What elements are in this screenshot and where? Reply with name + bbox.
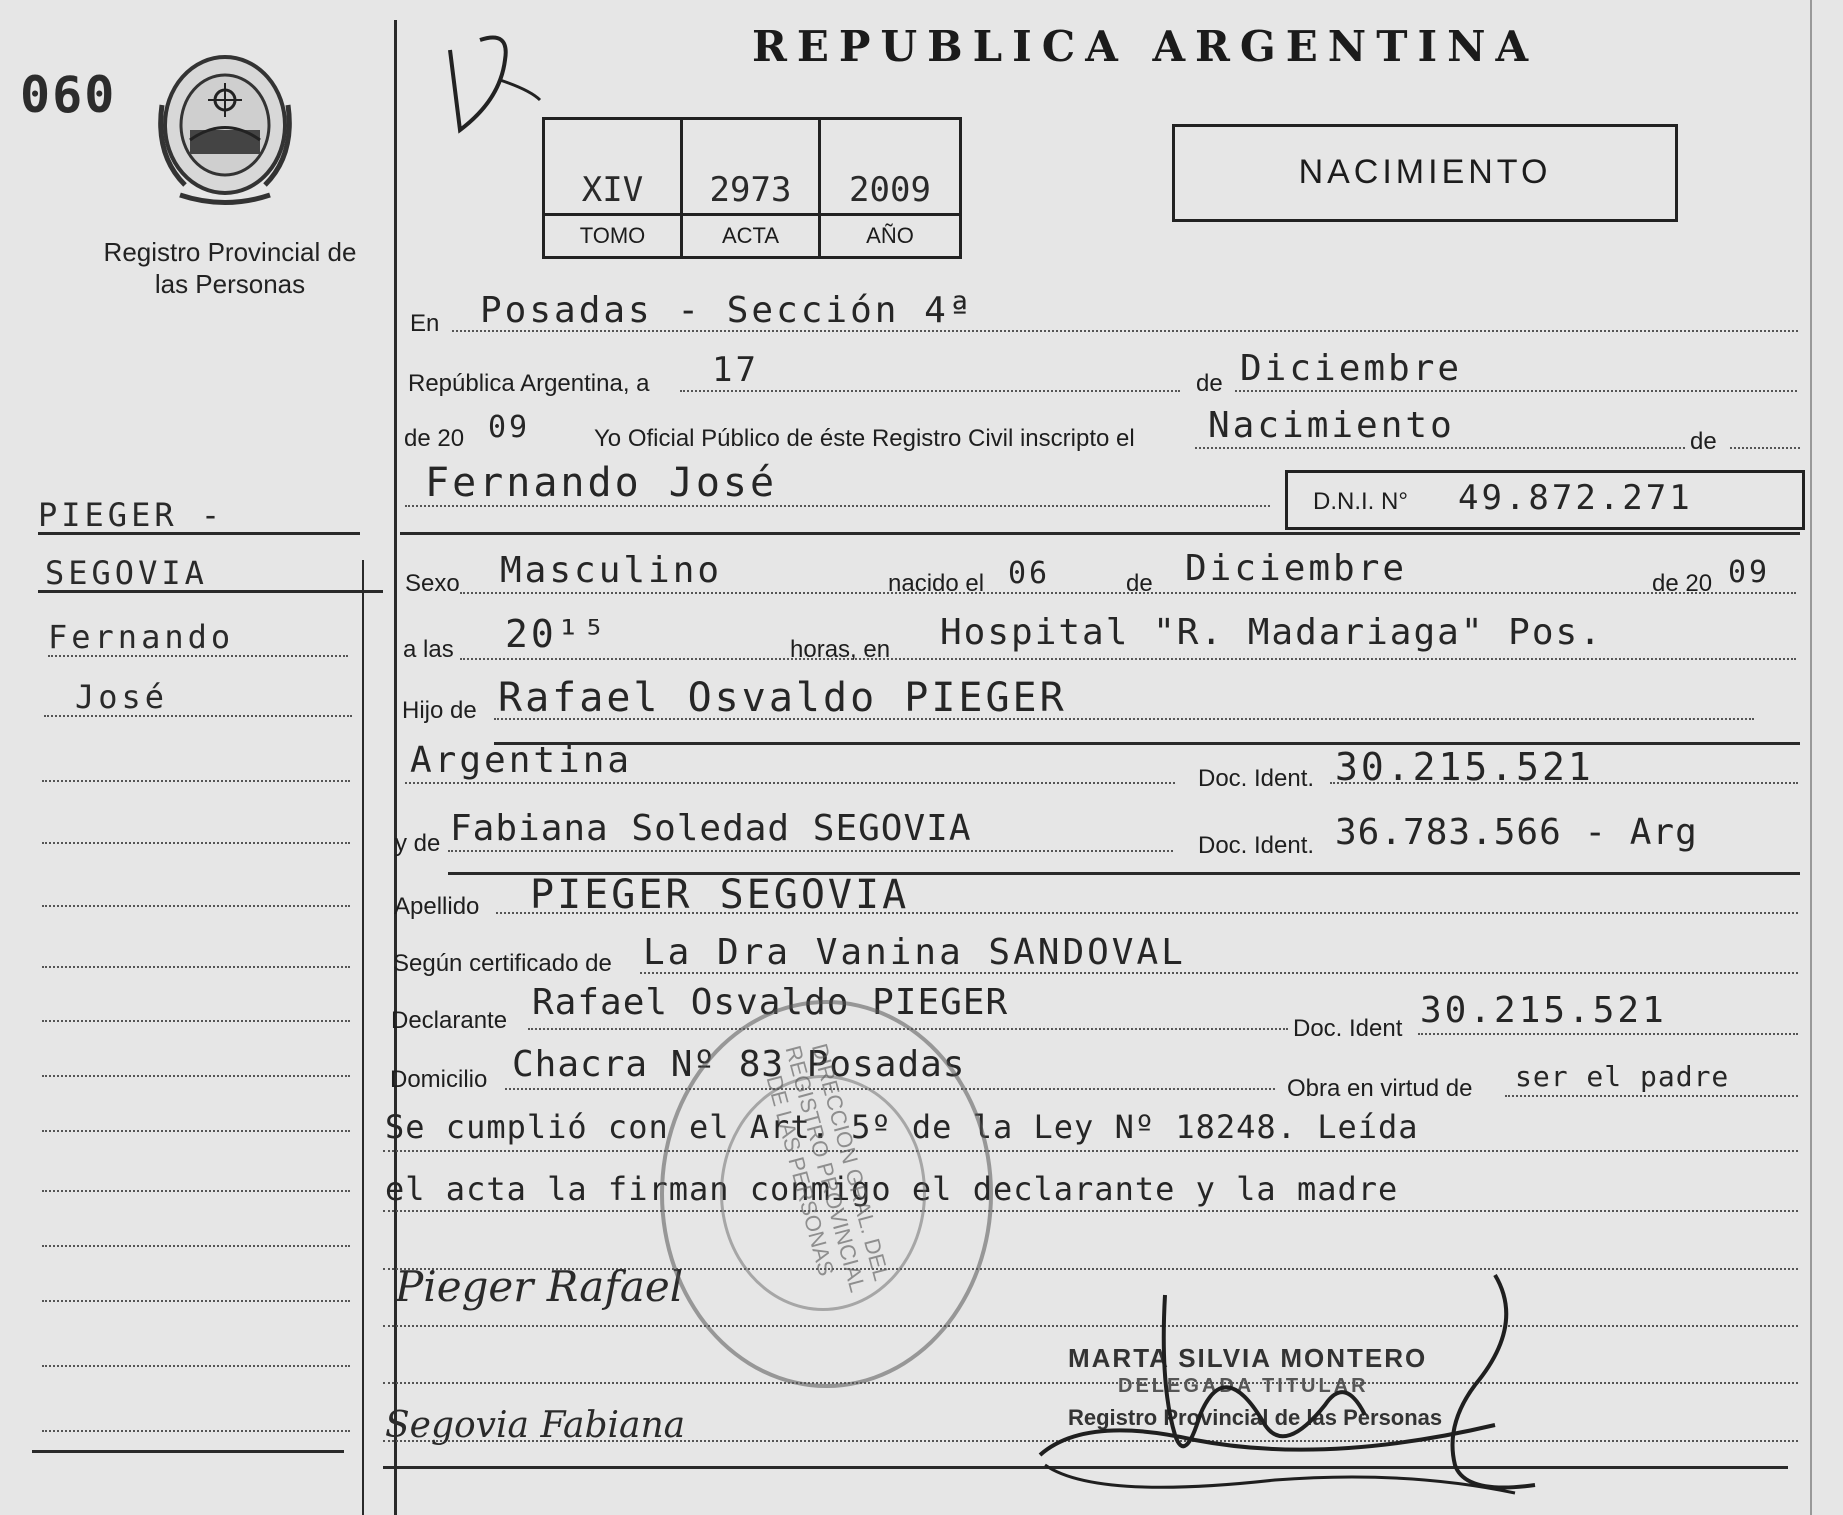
sexo-line xyxy=(460,592,1796,594)
margin-rule-5 xyxy=(42,780,350,782)
margin-rule-15 xyxy=(42,1365,350,1367)
apellido-line xyxy=(496,912,1798,914)
birth-year-value: 09 xyxy=(1728,555,1771,590)
act-type-value: Nacimiento xyxy=(1208,405,1455,446)
official-title: DELEGADA TITULAR xyxy=(1118,1375,1369,1397)
en-label: En xyxy=(410,310,440,337)
obra-line xyxy=(1505,1095,1798,1097)
day-line xyxy=(680,390,1180,392)
a-las-label: a las xyxy=(403,636,454,663)
birth-day-value: 06 xyxy=(1008,556,1051,591)
father-signature: Pieger Rafael xyxy=(395,1262,684,1311)
sexo-label: Sexo xyxy=(405,570,460,597)
acta-label: ACTA xyxy=(683,213,818,256)
mother-value: Fabiana Soledad SEGOVIA xyxy=(450,808,972,849)
right-edge xyxy=(1810,0,1812,1515)
note-rule-2 xyxy=(383,1210,1798,1212)
certificado-value: La Dra Vanina SANDOVAL xyxy=(643,932,1186,973)
republica-label: República Argentina, a xyxy=(408,370,650,397)
margin-rule-8 xyxy=(42,966,350,968)
dni-label: D.N.I. N° xyxy=(1313,488,1408,515)
mother-line xyxy=(448,850,1173,852)
father-doc-line xyxy=(1330,782,1798,784)
margin-rule-1 xyxy=(38,532,360,535)
registry-name: Registro Provincial de las Personas xyxy=(103,237,357,299)
father-rule xyxy=(494,742,1800,745)
margin-rule-11 xyxy=(42,1130,350,1132)
child-row-rule xyxy=(400,532,1800,535)
y-de-label: y de xyxy=(395,830,441,857)
official-office: Registro Provincial de las Personas xyxy=(1068,1405,1443,1430)
note-line-1: Se cumplió con el Art. 5º de la Ley Nº 18248. Leída xyxy=(385,1108,1419,1146)
de-label: de xyxy=(1196,370,1223,397)
de3-label: de xyxy=(1126,570,1153,597)
margin-bottom-rule xyxy=(32,1450,344,1453)
margin-rule-9 xyxy=(42,1020,350,1022)
acta-cell xyxy=(683,120,821,256)
hijo-label: Hijo de xyxy=(402,697,477,724)
doc-ident-label-2: Doc. Ident. xyxy=(1198,832,1315,859)
hour-line xyxy=(460,658,1796,660)
horas-label: horas, en xyxy=(790,636,891,663)
place-line xyxy=(452,330,1798,332)
doc-ident-label: Doc. Ident. xyxy=(1198,765,1315,792)
margin-divider xyxy=(362,560,364,1515)
father-nationality-value: Argentina xyxy=(410,740,633,781)
obra-value: ser el padre xyxy=(1515,1060,1730,1093)
nacido-label: nacido el xyxy=(888,570,985,597)
margin-rule-2 xyxy=(38,590,383,593)
ano-label: AÑO xyxy=(821,213,959,256)
official-name: MARTA SILVIA MONTERO xyxy=(1068,1343,1428,1373)
margin-rule-4 xyxy=(44,715,352,717)
day-value: 17 xyxy=(712,350,759,390)
birth-place-value: Hospital "R. Madariaga" Pos. xyxy=(940,612,1603,653)
sexo-value: Masculino xyxy=(500,550,723,591)
margin-line-4: José xyxy=(75,678,169,716)
margin-rule-13 xyxy=(42,1245,350,1247)
hour-value: 20¹⁵ xyxy=(505,612,609,656)
child-name-line xyxy=(405,505,1270,507)
dni-value: 49.872.271 xyxy=(1458,478,1693,518)
year-prefix: de 20 xyxy=(404,425,465,452)
seal-text: DIRECCION GRAL. DEL REGISTRO PROVINCIAL DE LAS PERSONAS xyxy=(761,1040,895,1295)
tomo-label: TOMO xyxy=(545,213,680,256)
domicilio-label: Domicilio xyxy=(390,1066,488,1093)
margin-rule-16 xyxy=(42,1430,350,1432)
month-line xyxy=(1235,390,1797,392)
mother-doc-value: 36.783.566 - Arg xyxy=(1335,812,1698,853)
margin-line-1: PIEGER - xyxy=(38,496,225,534)
coat-of-arms-icon xyxy=(140,45,310,215)
apellido-value: PIEGER SEGOVIA xyxy=(530,872,910,918)
declarante-value: Rafael Osvaldo PIEGER xyxy=(532,982,1009,1023)
father-line xyxy=(494,718,1754,720)
record-table xyxy=(542,117,962,259)
act-type-line xyxy=(1195,447,1685,449)
margin-rule-10 xyxy=(42,1075,350,1077)
mother-signature: Segovia Fabiana xyxy=(385,1405,686,1446)
declarante-doc-value: 30.215.521 xyxy=(1420,990,1667,1031)
tomo-cell xyxy=(545,120,683,256)
margin-rule-3 xyxy=(48,655,348,657)
ano-cell xyxy=(821,120,959,256)
de2-line xyxy=(1730,447,1800,449)
domicilio-value: Chacra Nº 83 Posadas xyxy=(512,1044,966,1085)
month-value: Diciembre xyxy=(1240,348,1463,389)
declarante-label: Declarante xyxy=(391,1007,508,1034)
margin-line-3: Fernando xyxy=(48,618,235,656)
child-name-value: Fernando José xyxy=(425,460,778,506)
acta-value: 2973 xyxy=(709,170,792,210)
ano-value: 2009 xyxy=(849,170,931,210)
document-number: 060 xyxy=(20,66,117,124)
margin-line-2: SEGOVIA xyxy=(45,554,208,592)
margin-rule-12 xyxy=(42,1190,350,1192)
note-line-2: el acta la firman conmigo el declarante y la madre xyxy=(385,1170,1399,1208)
certificado-label: Según certificado de xyxy=(393,950,612,977)
place-value: Posadas - Sección 4ª xyxy=(480,290,974,331)
year-value: 09 xyxy=(488,410,531,445)
country-title: REPUBLICA ARGENTINA xyxy=(752,22,1539,71)
father-doc-value: 30.215.521 xyxy=(1335,745,1594,789)
father-value: Rafael Osvaldo PIEGER xyxy=(498,675,1067,721)
obra-label: Obra en virtud de xyxy=(1287,1075,1473,1102)
apellido-label: Apellido xyxy=(394,893,480,920)
de2-label: de xyxy=(1690,428,1717,455)
initial-mark xyxy=(440,20,560,140)
tomo-value: XIV xyxy=(581,170,644,210)
oficial-text: Yo Oficial Público de éste Registro Civil inscripto el xyxy=(594,425,1135,452)
record-type-box: NACIMIENTO xyxy=(1172,124,1678,222)
margin-rule-14 xyxy=(42,1300,350,1302)
margin-rule-7 xyxy=(42,905,350,907)
birth-year-prefix: de 20 xyxy=(1652,570,1713,597)
declarante-doc-line xyxy=(1418,1033,1798,1035)
doc-ident2-label: Doc. Ident xyxy=(1293,1015,1403,1042)
note-rule-1 xyxy=(383,1150,1798,1152)
margin-rule-6 xyxy=(42,842,350,844)
official-signature xyxy=(1025,1265,1545,1505)
nationality-line xyxy=(405,782,1175,784)
certificado-line xyxy=(640,972,1798,974)
birth-month-value: Diciembre xyxy=(1185,548,1408,589)
